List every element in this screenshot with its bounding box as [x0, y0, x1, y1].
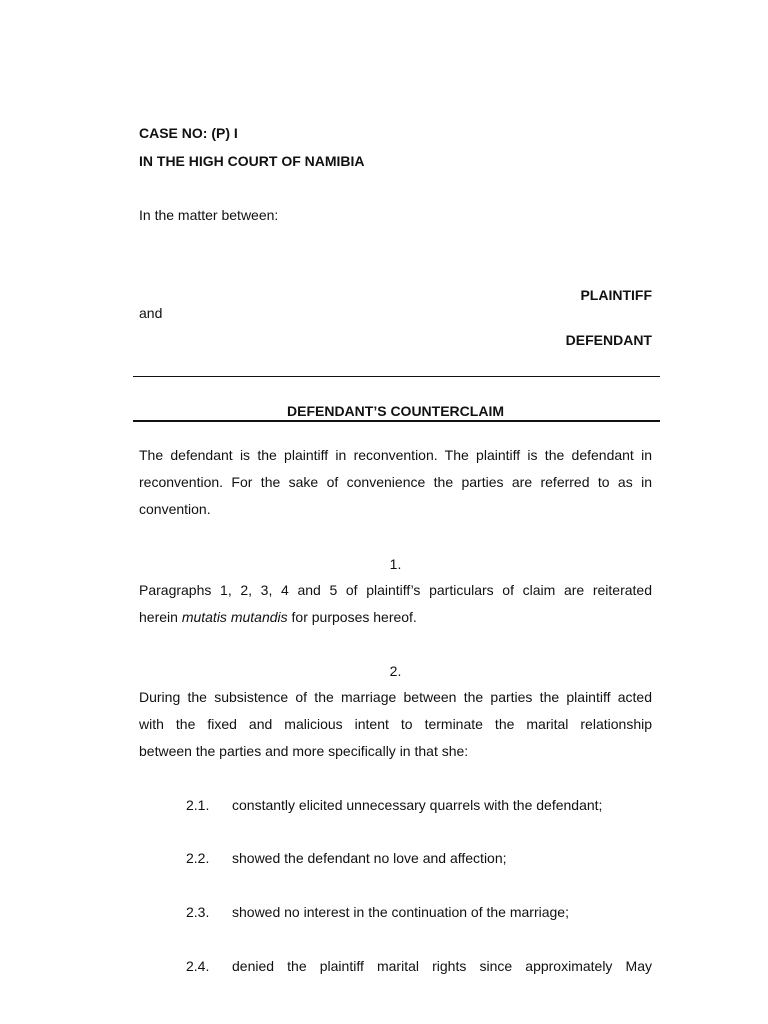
section-1-number: 1. [389, 556, 402, 572]
section-2-line: with the fixed and malicious intent to terminate the marital relationship [139, 716, 652, 732]
item-number: 2.4. [186, 958, 210, 974]
court-name: IN THE HIGH COURT OF NAMIBIA [139, 153, 365, 169]
latin-phrase: mutatis mutandis [181, 609, 288, 625]
intro-line: The defendant is the plaintiff in reconvention. The plaintiff is the defendant in [139, 447, 652, 463]
and-label: and [139, 305, 163, 321]
intro-line: convention. [139, 501, 211, 517]
section-1-paragraph [139, 577, 652, 631]
section-2-line: During the subsistence of the marriage between the parties the plaintiff acted [139, 689, 652, 705]
item-number: 2.1. [186, 797, 210, 813]
matter-between-label: In the matter between: [139, 207, 279, 223]
section-1-prefix: herein [139, 609, 182, 625]
section-1-line: Paragraphs 1, 2, 3, 4 and 5 of plaintiff’s particulars of claim are reiterated [139, 582, 652, 598]
section-1-suffix: for purposes hereof. [287, 609, 417, 625]
section-1-line [139, 604, 652, 631]
section-2-line: between the parties and more specifically in that she: [139, 743, 469, 759]
item-number: 2.2. [186, 850, 210, 866]
item-text: showed no interest in the continuation of the marriage; [232, 904, 569, 920]
item-number: 2.3. [186, 904, 210, 920]
document-title: DEFENDANT’S COUNTERCLAIM [287, 403, 504, 419]
item-text: denied the plaintiff marital rights since approximately May [232, 958, 652, 974]
intro-paragraph [139, 442, 652, 523]
section-2-number: 2. [389, 663, 402, 679]
plaintiff-label: PLAINTIFF [580, 287, 652, 303]
item-text: showed the defendant no love and affection; [232, 850, 507, 866]
section-2-paragraph [139, 684, 652, 765]
divider-bottom [133, 420, 660, 422]
item-text: constantly elicited unnecessary quarrels with the defendant; [232, 797, 603, 813]
case-number: CASE NO: (P) I [139, 125, 238, 141]
intro-line: reconvention. For the sake of convenience the parties are referred to as in [139, 474, 652, 490]
divider-top [133, 376, 660, 377]
defendant-label: DEFENDANT [565, 332, 652, 348]
